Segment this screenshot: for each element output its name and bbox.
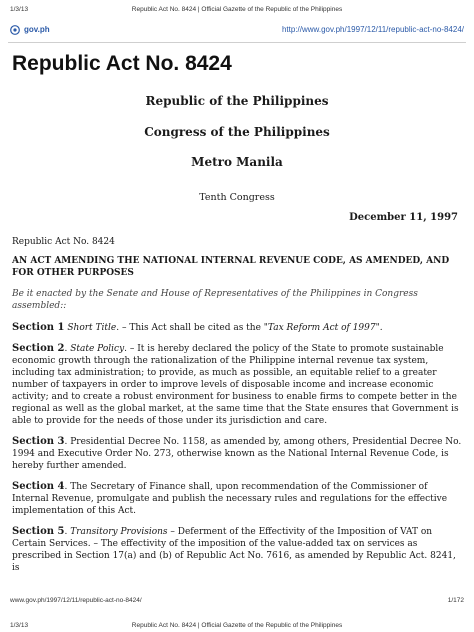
congress-heading: Congress of the Philippines [144, 125, 330, 139]
section-text: – Deferment of the Effectivity of the Imposition of VAT on Certain Services. – The effectivity of the imposition of the value-added tax on services as prescribed in Section 17(a) and (b) of Republic Act No. 7616, as amended by Republic Act. 8241, is [12, 527, 456, 573]
next-page-title: Republic Act No. 8424 | Official Gazette of the Republic of the Philippines [131, 622, 343, 629]
section-3 [12, 436, 462, 472]
act-title: AN ACT AMENDING THE NATIONAL INTERNAL REVENUE CODE, AS AMENDED, AND FOR OTHER PURPOSES [12, 256, 450, 278]
section-1: Section 1 Short Title. – This Act shall be cited as the "Tax Reform Act of 1997". [12, 322, 383, 333]
footer-url: www.gov.ph/1997/12/11/republic-act-no-8424/ [10, 597, 142, 604]
section-heading: Transitory Provisions [70, 527, 168, 537]
enacting-clause: Be it enacted by the Senate and House of Representatives of the Philippines in Congress assembled:: [12, 289, 418, 311]
section-label: Section 3 [12, 436, 65, 447]
section-5: Section 5. Transitory Provisions – Deferment of the Effectivity of the Imposition of VAT on Certain Services. – The effectivity of the imposition of the value-added tax on services as prescribed in Section 17(a) and (b) of Republic Act No. 7616, as amended by Republic Act. 8241, is [12, 526, 456, 573]
page-url-link[interactable]: http://www.gov.ph/1997/12/11/republic-act-no-8424/ [281, 25, 464, 34]
session-heading: Tenth Congress [199, 192, 275, 203]
section-label: Section 5 [12, 526, 65, 537]
section-text: . The Secretary of Finance shall, upon recommendation of the Commissioner of Internal Revenue, promulgate and publish the necessary rules and regulations for the effective implementation of this Act. [12, 482, 448, 516]
section-text: . Presidential Decree No. 1158, as amended by, among others, Presidential Decree No. 1994 and Executive Order No. 273, otherwise known as the National Internal Revenue Code, is hereby further amended. [12, 437, 462, 471]
section-4 [12, 481, 462, 517]
section-label: Section 2 [12, 343, 65, 354]
short-title-quote: "Tax Reform Act of 1997" [263, 323, 380, 333]
site-bar [8, 20, 466, 43]
section-text: . – This Act shall be cited as the [116, 323, 264, 333]
document-title: Republic Act No. 8424 [12, 52, 232, 75]
print-title: Republic Act No. 8424 | Official Gazette of the Republic of the Philippines [131, 6, 343, 13]
section-heading: Short Title [67, 323, 117, 333]
section-2: Section 2. State Policy. – It is hereby declared the policy of the State to promote sustainable economic growth through the rationalization of the Philippine internal revenue tax system, including tax administration; to provide, as much as possible, an equitable relief to a greater number of taxpayers in order to improve levels of disposable income and increase economic activity; and to create a robust environment for business to enable firms to compete better in the regional as well as the global market, at the same time that the State ensures that Government is able to provide for the needs of those under its jurisdiction and care. [12, 343, 459, 426]
next-page-date: 1/3/13 [10, 622, 29, 629]
print-header [0, 0, 474, 18]
section-heading: State Policy [70, 344, 125, 354]
site-name-link[interactable]: gov.ph [24, 25, 50, 34]
govph-logo-icon [10, 25, 20, 35]
page-counter: 1/172 [447, 597, 464, 604]
section-label: Section 1 [12, 322, 65, 333]
country-heading: Republic of the Philippines [145, 94, 329, 108]
section-text: . – It is hereby declared the policy of the State to promote sustainable economic growth through the rationalization of the Philippine internal revenue tax system, including tax administration; to provide, as much as possible, an equitable relief to a greater number of taxpayers in order to improve levels of disposable income and increase economic activity; and to create a robust environment for business to enable firms to compete better in the regional as well as the global market, at the same time that the State ensures that Government is able to provide for the needs of those under its jurisdiction and care. [12, 344, 459, 426]
section-label: Section 4 [12, 481, 65, 492]
enactment-date: December 11, 1997 [349, 212, 458, 223]
print-date: 1/3/13 [10, 6, 29, 13]
location-heading: Metro Manila [191, 155, 283, 169]
act-number: Republic Act No. 8424 [12, 237, 115, 247]
